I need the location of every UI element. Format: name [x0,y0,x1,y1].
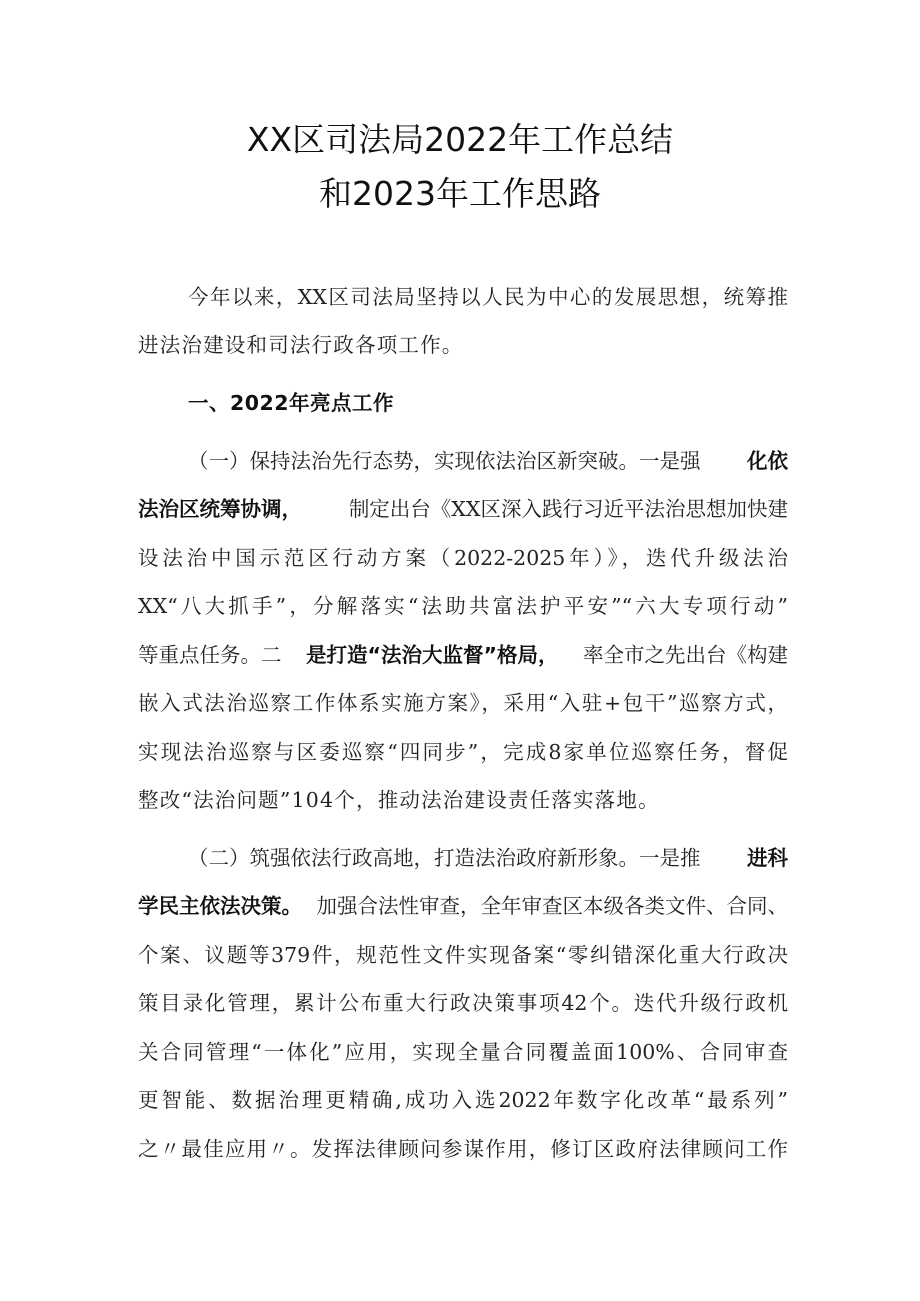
section2-line-2-bold: 学民主依法决策。 [138,894,302,918]
section2-line-4: 策目录化管理，累计公布重大行政决策事项42个。迭代升级行政机 [138,991,788,1015]
section1-line-2-bold: 法治区统筹协调， [138,497,302,521]
section1-line-2-text: 制定出台《XX区深入践行习近平法治思想加快建 [348,497,788,521]
section1-line-6: 嵌入式法治巡察工作体系实施方案》，采用“入驻+包干”巡察方式， [138,691,788,715]
document-title-line-2: 和2023年工作思路 [319,174,601,213]
intro-line-2: 进法治建设和司法行政各项工作。 [138,333,464,357]
section2-line-2 [138,891,788,921]
section1-line-5-text-b: 率全市之先出台《构建 [582,643,788,667]
section1-line-3: 设法治中国示范区行动方案（2022-2025年）》，迭代升级法治 [138,546,788,570]
section1-line-5-text-a: 等重点任务。二 [138,643,282,667]
document-title-line-1: XX区司法局2022年工作总结 [246,120,674,159]
section1-line-4: XX“八大抓手”，分解落实“法助共富法护平安”“六大专项行动” [138,594,788,618]
section1-line-1-bold: 化依 [747,449,788,473]
section-heading-1: 一、2022年亮点工作 [188,391,395,415]
section1-line-8: 整改“法治问题”104个，推动法治建设责任落实落地。 [138,788,660,812]
section2-line-5: 关合同管理“一体化”应用，实现全量合同覆盖面100%、合同审查 [138,1040,788,1064]
section2-line-6: 更智能、数据治理更精确,成功入选2022年数字化改革“最系列” [138,1088,788,1112]
section1-line-1 [188,446,788,476]
section1-line-7: 实现法治巡察与区委巡察“四同步”，完成8家单位巡察任务，督促 [138,740,788,764]
section1-line-2 [138,494,788,524]
section2-line-1-bold: 进科 [747,846,788,870]
section2-line-7: 之〃最佳应用〃。发挥法律顾问参谋作用，修订区政府法律顾问工作 [138,1137,788,1161]
section2-line-1-text: （二）筑强依法行政高地，打造法治政府新形象。一是推 [188,846,701,870]
section1-line-5 [138,640,788,670]
section1-line-5-bold: 是打造“法治大监督”格局， [306,643,559,667]
section1-line-1-text: （一）保持法治先行态势，实现依法治区新突破。一是强 [188,449,701,473]
section2-line-2-text: 加强合法性审查，全年审查区本级各类文件、合同、 [316,894,788,918]
section2-line-3: 个案、议题等379件，规范性文件实现备案“零纠错深化重大行政决 [138,943,788,967]
section2-line-1 [188,843,788,873]
intro-line-1: 今年以来，XX区司法局坚持以人民为中心的发展思想，统筹推 [188,285,788,309]
